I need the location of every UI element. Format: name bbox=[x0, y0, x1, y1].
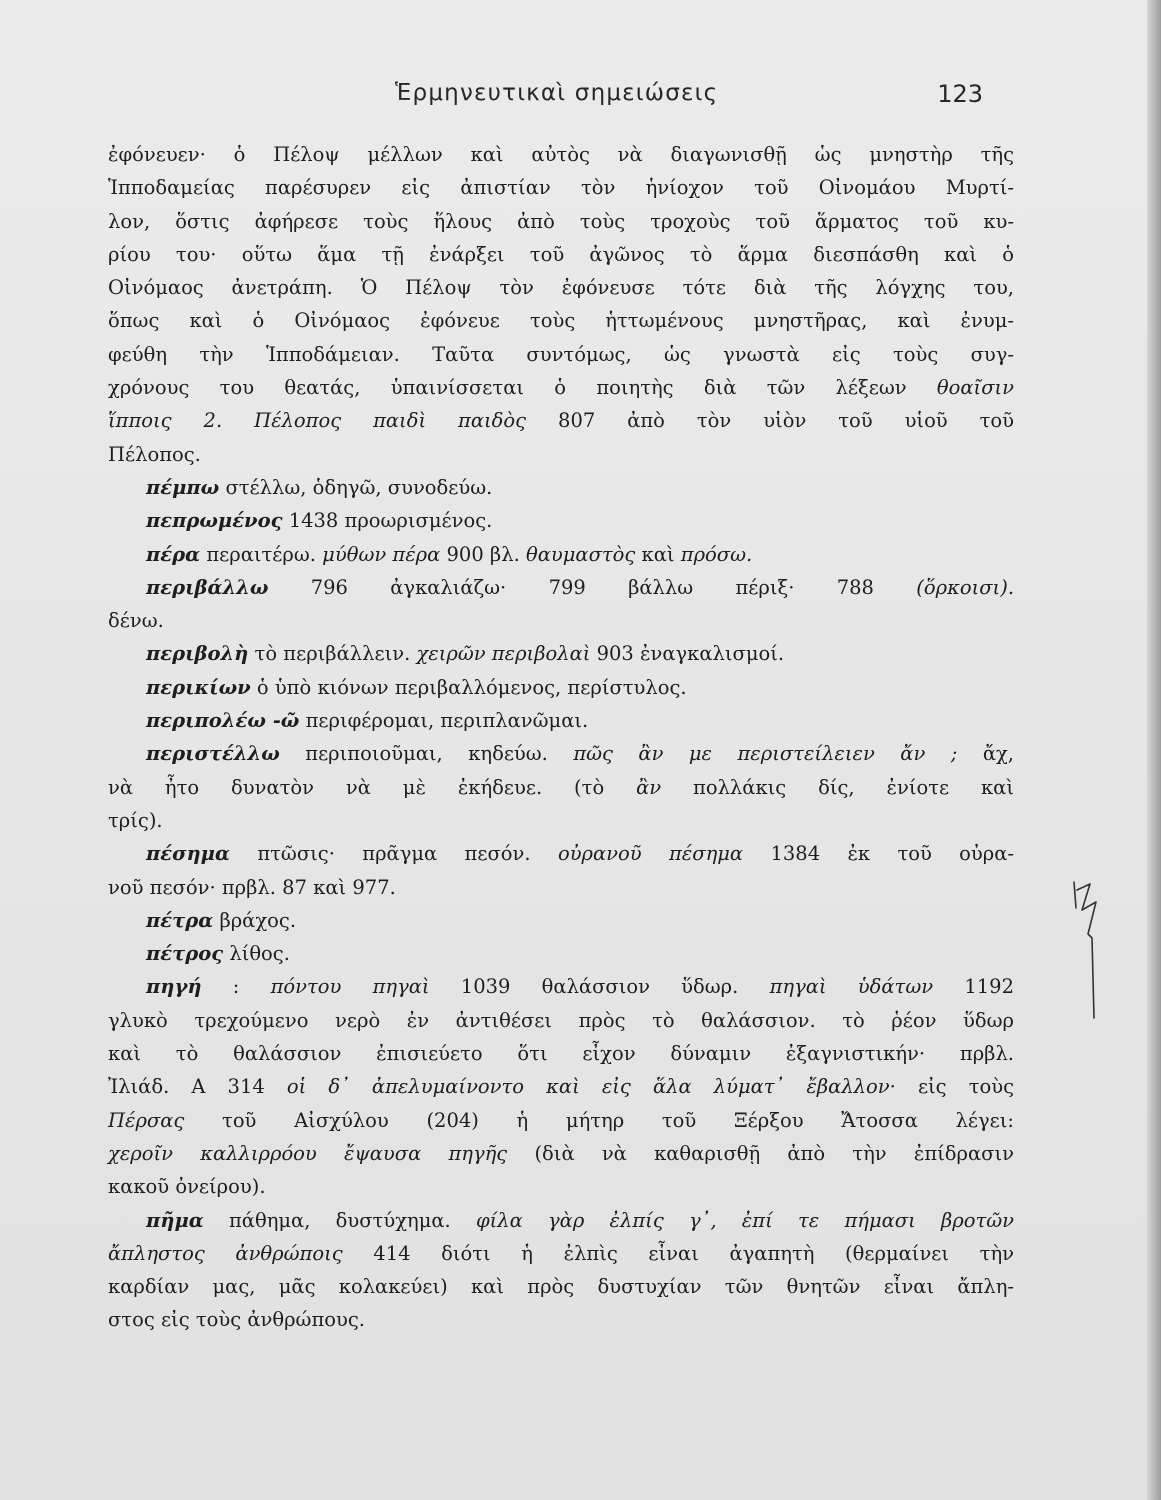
entry-pima: πῆμα πάθημα, δυστύχημα. φίλα γὰρ ἐλπίς γ᾿, ἐπί τε πήμασι βροτῶν bbox=[146, 1208, 1014, 1232]
text-line: δένω. bbox=[108, 609, 164, 633]
text-line: στος εἰς τοὺς ἀνθρώπους. bbox=[108, 1308, 365, 1332]
lemma: πέτρα bbox=[146, 908, 214, 932]
lemma: πέσημα bbox=[146, 842, 230, 866]
entry-periballo: περιβάλλω 796 ἀγκαλιάζω· 799 βάλλω πέριξ· 788 (ὅρκοισι). bbox=[146, 575, 1015, 599]
text-line: ρίου του· οὕτω ἅμα τῇ ἐνάρξει τοῦ ἀγῶνος τὸ ἅρμα διεσπάσθη καὶ ὁ bbox=[108, 242, 1014, 266]
page-number: 123 bbox=[937, 80, 983, 108]
running-title: Ἑρμηνευτικαὶ σημειώσεις bbox=[395, 80, 719, 106]
body-text bbox=[108, 138, 1014, 1337]
lemma: πῆμα bbox=[146, 1208, 204, 1232]
lemma: πέτρος bbox=[146, 942, 224, 966]
text-line: ἐφόνευεν· ὁ Πέλοψ μέλλων καὶ αὐτὸς νὰ διαγωνισθῇ ὡς μνηστὴρ τῆς bbox=[108, 143, 1014, 166]
text-line: καρδίαν μας, μᾶς κολακεύει) καὶ πρὸς δυστυχίαν τῶν θνητῶν εἶναι ἄπλη- bbox=[108, 1275, 1014, 1299]
text-line: νὰ ἦτο δυνατὸν νὰ μὲ ἐκήδευε. (τὸ ἂν πολλάκις δίς, ἐνίοτε καὶ bbox=[108, 775, 1014, 799]
page-edge-shadow bbox=[1147, 0, 1161, 1500]
lemma: περιπολέω -ῶ bbox=[146, 709, 300, 733]
entry-pempo: πέμπω στέλλω, ὁδηγῶ, συνοδεύω. bbox=[146, 475, 493, 499]
text-line: Οἰνόμαος ἀνετράπη. Ὁ Πέλοψ τὸν ἐφόνευσε τότε διὰ τῆς λόγχης του, bbox=[108, 276, 1014, 300]
text-line: ἵπποις 2. Πέλοπος παιδὶ παιδὸς 807 ἀπὸ τὸν υἱὸν τοῦ υἱοῦ τοῦ bbox=[108, 409, 1014, 433]
text-line: ἄπληστος ἀνθρώποις 414 διότι ἡ ἐλπὶς εἶναι ἀγαπητὴ (θερμαίνει τὴν bbox=[108, 1241, 1014, 1265]
entry-pesima: πέσημα πτῶσις· πρᾶγμα πεσόν. οὐρανοῦ πέσημα 1384 ἐκ τοῦ οὐρα- bbox=[146, 842, 1015, 866]
entry-petros: πέτρος λίθος. bbox=[146, 942, 290, 966]
lemma: περιβάλλω bbox=[146, 575, 269, 599]
lemma: περιβολὴ bbox=[146, 642, 249, 666]
lemma: περιστέλλω bbox=[146, 742, 280, 766]
text-line: νοῦ πεσόν· πρβλ. 87 καὶ 977. bbox=[108, 875, 396, 899]
text-line: καὶ τὸ θαλάσσιον ἐπισιεύετο ὅτι εἶχον δύναμιν ἐξαγνιστικήν· πρβλ. bbox=[108, 1042, 1014, 1066]
text-line: χρόνους του θεατάς, ὑπαινίσσεται ὁ ποιητὴς διὰ τῶν λέξεων θοαῖσιν bbox=[108, 376, 1015, 400]
lemma: πηγή bbox=[146, 975, 202, 999]
lemma: περικίων bbox=[146, 675, 251, 699]
entry-pigi: πηγή : πόντου πηγαὶ 1039 θαλάσσιον ὕδωρ. πηγαὶ ὑδάτων 1192 bbox=[146, 975, 1014, 999]
text-line: χεροῖν καλλιρρόου ἔψαυσα πηγῆς (διὰ νὰ καθαρισθῇ ἀπὸ τὴν ἐπίδρασιν bbox=[108, 1141, 1014, 1165]
text-line: ὅπως καὶ ὁ Οἰνόμαος ἐφόνευε τοὺς ἡττωμένους μνηστῆρας, καὶ ἐνυμ- bbox=[108, 309, 1014, 333]
text-line: γλυκὸ τρεχούμενο νερὸ ἐν ἀντιθέσει πρὸς τὸ θαλάσσιον. τὸ ῥέον ὕδωρ bbox=[108, 1008, 1014, 1032]
entry-peristello: περιστέλλω περιποιοῦμαι, κηδεύω. πῶς ἂν με περιστείλειεν ἄν ; ἄχ, bbox=[146, 742, 1014, 766]
text-line: λον, ὅστις ἀφήρεσε τοὺς ἥλους ἀπὸ τοὺς τροχοὺς τοῦ ἅρματος τοῦ κυ- bbox=[108, 209, 1014, 233]
text-line: φεύθη τὴν Ἱπποδάμειαν. Ταῦτα συντόμως, ὡς γνωστὰ εἰς τοὺς συγ- bbox=[108, 342, 1014, 366]
entry-pera: πέρα περαιτέρω. μύθων πέρα 900 βλ. θαυμαστὸς καὶ πρόσω. bbox=[146, 542, 753, 566]
entry-peripoleo: περιπολέω -ῶ περιφέρομαι, περιπλανῶμαι. bbox=[146, 709, 589, 733]
margin-pen-mark bbox=[1068, 880, 1108, 1020]
entry-petra: πέτρα βράχος. bbox=[146, 908, 297, 932]
text-line: τρίς). bbox=[108, 808, 163, 832]
text-line: Ἱπποδαμείας παρέσυρεν εἰς ἀπιστίαν τὸν ἡνίοχον τοῦ Οἰνομάου Μυρτί- bbox=[108, 176, 1014, 200]
text-line: Ἰλιάδ. Α 314 οἱ δ᾿ ἀπελυμαίνοντο καὶ εἰς ἅλα λύματ᾿ ἔβαλλον· εἰς τοὺς bbox=[108, 1075, 1015, 1099]
entry-perivoli: περιβολὴ τὸ περιβάλλειν. χειρῶν περιβολαὶ 903 ἐναγκαλισμοί. bbox=[146, 642, 785, 666]
text-line: κακοῦ ὀνείρου). bbox=[108, 1175, 266, 1199]
entry-peprom: πεπρωμένος 1438 προωρισμένος. bbox=[146, 509, 493, 533]
text-line: Πέρσας τοῦ Αἰσχύλου (204) ἡ μήτηρ τοῦ Ξέρξου Ἄτοσσα λέγει: bbox=[108, 1108, 1014, 1132]
lemma: πεπρωμένος bbox=[146, 509, 283, 533]
text-line: Πέλοπος. bbox=[108, 442, 201, 466]
lemma: πέρα bbox=[146, 542, 201, 566]
lemma: πέμπω bbox=[146, 475, 220, 499]
entry-perikion: περικίων ὁ ὑπὸ κιόνων περιβαλλόμενος, περίστυλος. bbox=[146, 675, 687, 699]
